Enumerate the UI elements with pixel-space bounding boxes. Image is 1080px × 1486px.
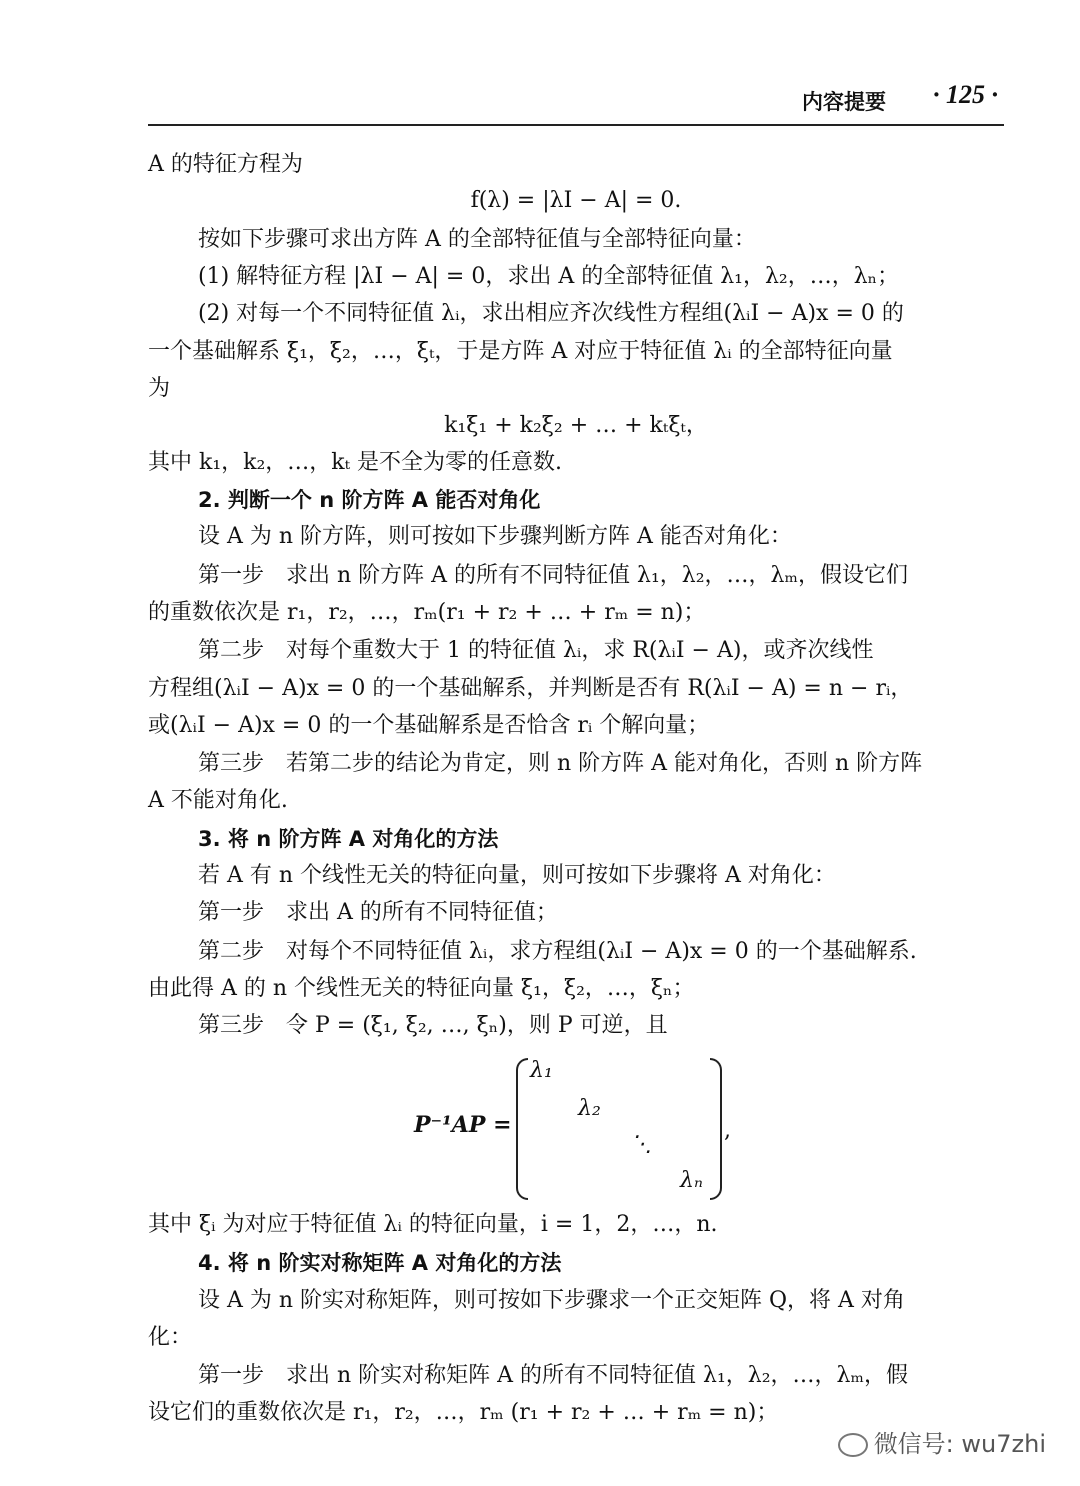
text-line: 设 A 为 n 阶方阵，则可按如下步骤判断方阵 A 能否对角化： — [198, 524, 792, 549]
section-heading: 4. 将 n 阶实对称矩阵 A 对角化的方法 — [198, 1251, 562, 1275]
text-line: 由此得 A 的 n 个线性无关的特征向量 ξ₁，ξ₂，…，ξₙ； — [148, 976, 695, 1001]
diagonal-matrix — [516, 1058, 722, 1198]
text-line: 第三步 若第二步的结论为肯定，则 n 阶方阵 A 能对角化，否则 n 阶方阵 — [198, 751, 923, 776]
text-line: 其中 ξᵢ 为对应于特征值 λᵢ 的特征向量，i = 1，2，…，n. — [148, 1212, 718, 1237]
text-line: 的重数依次是 r₁，r₂，…，rₘ(r₁ + r₂ + … + rₘ = n)； — [148, 600, 706, 625]
page-header — [148, 80, 1004, 114]
text-line: 按如下步骤可求出方阵 A 的全部特征值与全部特征向量： — [198, 227, 756, 252]
text-line: 第一步 求出 n 阶方阵 A 的所有不同特征值 λ₁，λ₂，…，λₘ，假设它们 — [198, 563, 908, 588]
section-title: 内容提要 — [802, 90, 886, 114]
text-line: A 不能对角化. — [148, 788, 288, 813]
header-rule — [148, 124, 1004, 126]
text-line: 方程组(λᵢI − A)x = 0 的一个基础解系，并判断是否有 R(λᵢI − A) = n − rᵢ， — [148, 676, 913, 701]
text-line: 为 — [148, 376, 171, 401]
text-line: 设它们的重数依次是 r₁，r₂，…，rₘ (r₁ + r₂ + … + rₘ = n)； — [148, 1400, 779, 1425]
text-line: 设 A 为 n 阶实对称矩阵，则可按如下步骤求一个正交矩阵 Q，将 A 对角 — [198, 1288, 905, 1313]
matrix-lhs: P⁻¹AP = — [414, 1112, 512, 1138]
section-heading: 2. 判断一个 n 阶方阵 A 能否对角化 — [198, 488, 541, 512]
matrix-entry: λ₁ — [530, 1058, 553, 1083]
text-line: 或(λᵢI − A)x = 0 的一个基础解系是否恰含 rᵢ 个解向量； — [148, 713, 710, 738]
text-line: 一个基础解系 ξ₁，ξ₂，…，ξₜ，于是方阵 A 对应于特征值 λᵢ 的全部特征向量 — [148, 339, 893, 364]
matrix-dots: ⋱ — [630, 1132, 652, 1157]
text-line: 第一步 求出 n 阶实对称矩阵 A 的所有不同特征值 λ₁，λ₂，…，λₘ，假 — [198, 1363, 908, 1388]
watermark-text: 微信号: wu7zhi — [873, 1430, 1046, 1458]
text-line: 第三步 令 P = (ξ₁, ξ₂, …, ξₙ)，则 P 可逆，且 — [198, 1013, 668, 1038]
watermark — [838, 1424, 1046, 1459]
text-line: 若 A 有 n 个线性无关的特征向量，则可按如下步骤将 A 对角化： — [198, 863, 836, 888]
text-line: (1) 解特征方程 |λI − A| = 0，求出 A 的全部特征值 λ₁，λ₂，…，λₙ； — [198, 264, 900, 289]
right-paren — [710, 1058, 722, 1200]
matrix-entry: λₙ — [680, 1168, 703, 1193]
matrix-comma: , — [724, 1118, 731, 1143]
text-line: A 的特征方程为 — [148, 152, 303, 177]
wechat-icon — [838, 1433, 868, 1457]
left-paren — [516, 1058, 528, 1200]
page-number: · 125 · — [933, 80, 998, 109]
text-line: 其中 k₁，k₂，…，kₜ 是不全为零的任意数. — [148, 450, 563, 475]
equation: f(λ) = |λI − A| = 0. — [470, 188, 682, 213]
text-line: 第二步 对每个重数大于 1 的特征值 λᵢ，求 R(λᵢI − A)，或齐次线性 — [198, 638, 874, 663]
section-heading: 3. 将 n 阶方阵 A 对角化的方法 — [198, 827, 499, 851]
text-line: 第二步 对每个不同特征值 λᵢ，求方程组(λᵢI − A)x = 0 的一个基础解系. — [198, 939, 917, 964]
equation: k₁ξ₁ + k₂ξ₂ + … + kₜξₜ， — [444, 413, 708, 438]
text-line: (2) 对每一个不同特征值 λᵢ，求出相应齐次线性方程组(λᵢI − A)x = 0 的 — [198, 301, 904, 326]
text-line: 第一步 求出 A 的所有不同特征值； — [198, 900, 558, 925]
text-line: 化： — [148, 1325, 193, 1350]
matrix-entry: λ₂ — [578, 1096, 601, 1121]
